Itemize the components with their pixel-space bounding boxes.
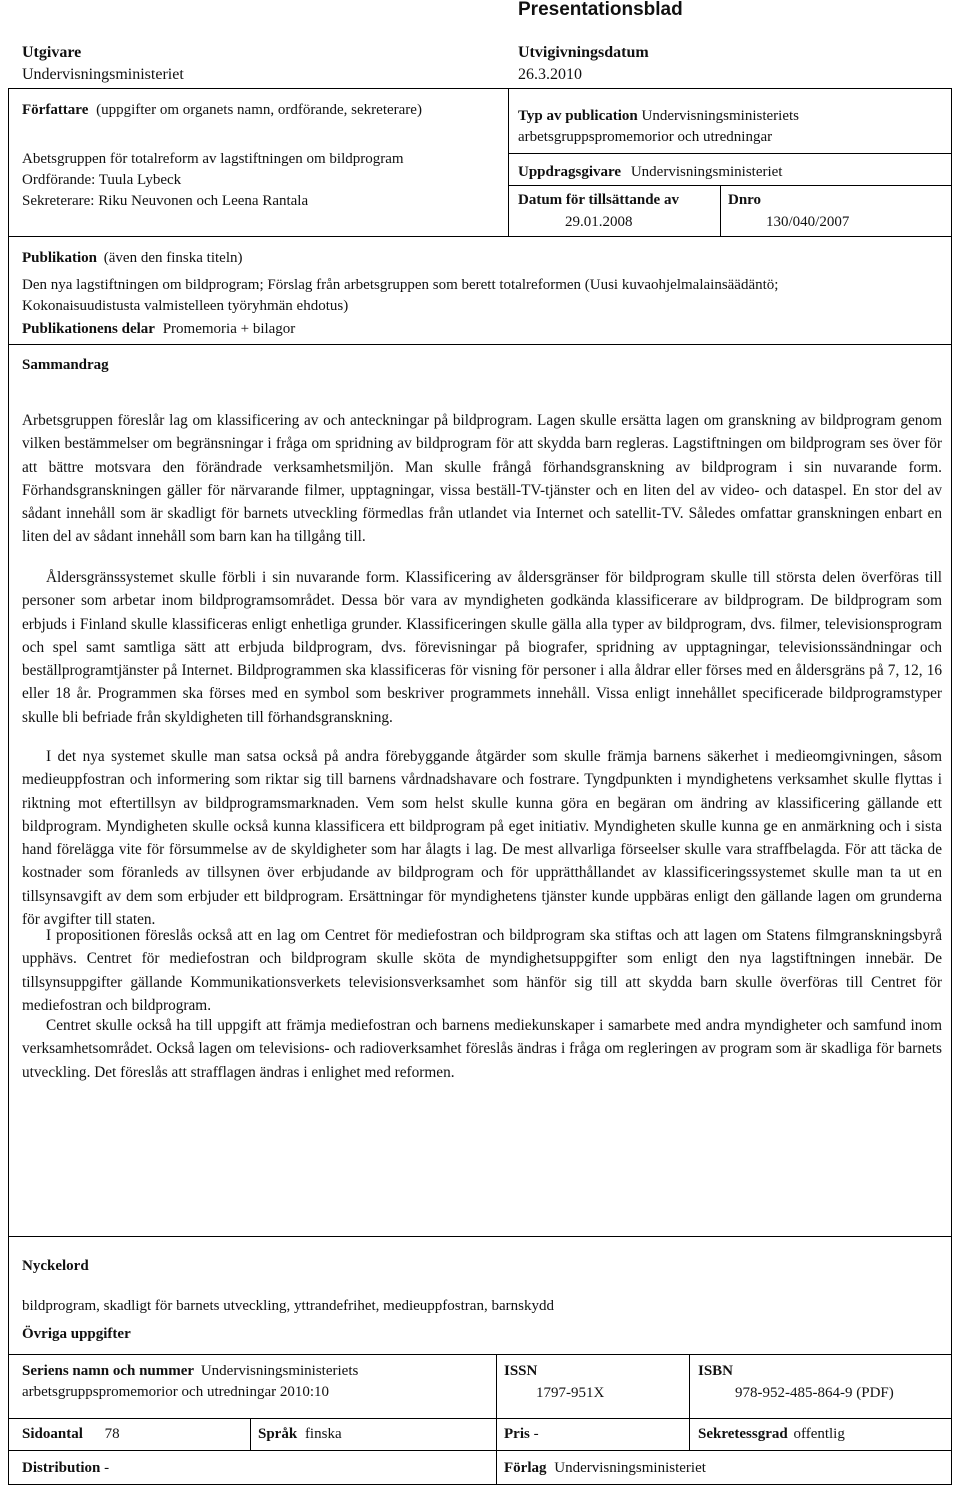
publisher-label: Utgivare bbox=[22, 44, 82, 61]
series bbox=[22, 1361, 358, 1403]
commissioner-value: Undervisningsministeriet bbox=[630, 164, 783, 180]
publisher-footer-value: Undervisningsministeriet bbox=[554, 1460, 706, 1476]
page-count-label: Sidoantal bbox=[22, 1426, 83, 1442]
bottom-border bbox=[8, 1484, 952, 1485]
language bbox=[258, 1424, 342, 1444]
price-value: - bbox=[533, 1426, 539, 1442]
isbn-label: ISBN bbox=[698, 1363, 734, 1379]
publication-title bbox=[22, 275, 947, 317]
right-divider-1 bbox=[508, 153, 952, 154]
publication-type-value-1: Undervisningsministeriets bbox=[641, 108, 800, 124]
publication-type bbox=[518, 106, 799, 148]
issn-isbn-divider bbox=[689, 1354, 690, 1418]
summary-label: Sammandrag bbox=[22, 357, 109, 373]
authors-group: Abetsgruppen för totalreform av lagstiftningen om bildprogram bbox=[22, 151, 404, 167]
publisher-footer-label: Förlag bbox=[504, 1460, 547, 1476]
pages-top-border bbox=[8, 1418, 952, 1419]
summary-paragraph-3: I det nya systemet skulle man satsa också på andra förebyggande åtgärder som skulle främja barnens säkerhet i medieomgivningen, såsom medieuppfostran och informering som riktar sig till barnens vårdnadshavare och fostrare. Tyngdpunkten i myndighetens verksamhet skulle flyttas i riktning mot eftertillsyn av bildprogramsmarknaden. Vem som helst skulle kunna göra en begäran om ändring av klassificering gällande ett bildprogram. Myndigheten skulle också kunna klassificera ett bildprogram på eget initiativ. Myndigheten skulle kunna ge en anmärkning och i sista hand förelägga vite för försummelse av de skyldigheter som har ålagts i lag. De mest allvarliga förseelser skulle vara straffbelagda. För att täcka de kostnader som föranleds av tillsynen över erbjudande av bildprogram och för upprätthållandet av klassificeringssystemet skulle man ta ut en tillsynsavgift av dem som erbjuder ett bildprogram. Ersättningar för myndighetens tjänster kunde uppbäras enligt den gällande lagen om grunderna för avgifter till staten. bbox=[22, 748, 942, 929]
dnro-divider bbox=[720, 185, 721, 236]
appointment-date-label: Datum för tillsättande av bbox=[518, 192, 679, 208]
publication-parts bbox=[22, 319, 295, 339]
publication-heading bbox=[22, 248, 242, 268]
section-divider-2 bbox=[8, 344, 952, 345]
commissioner-label: Uppdragsgivare bbox=[518, 164, 622, 180]
keywords-label: Nyckelord bbox=[22, 1258, 89, 1274]
price-secrecy-divider bbox=[689, 1418, 690, 1450]
dnro-value: 130/040/2007 bbox=[766, 214, 850, 230]
distribution-top-border bbox=[8, 1450, 952, 1451]
authors-label-note: (uppgifter om organets namn, ordförande, sekreterare) bbox=[96, 102, 422, 118]
language-price-divider bbox=[496, 1418, 497, 1484]
other-info-label: Övriga uppgifter bbox=[22, 1326, 131, 1342]
authors-heading bbox=[22, 100, 422, 120]
price-label: Pris bbox=[504, 1426, 530, 1442]
publisher-footer bbox=[504, 1458, 706, 1478]
frame-mid-divider bbox=[508, 88, 509, 236]
publication-title-line-1: Den nya lagstiftningen om bildprogram; Förslag från arbetsgruppen som berett totalreformen (Uusi kuvaohjelmalainsäädäntö; bbox=[22, 277, 779, 293]
authors-label: Författare bbox=[22, 102, 89, 118]
frame-right-border bbox=[951, 88, 952, 1236]
distribution bbox=[22, 1458, 109, 1478]
price bbox=[504, 1424, 539, 1444]
series-value-1: Undervisningsministeriets bbox=[200, 1363, 359, 1379]
frame-left-border bbox=[8, 88, 9, 1236]
secrecy-value: offentlig bbox=[793, 1426, 845, 1442]
series-top-border bbox=[8, 1354, 952, 1355]
bottom-right-border bbox=[951, 1236, 952, 1484]
keywords-top-border bbox=[8, 1236, 952, 1237]
header-divider bbox=[8, 88, 952, 89]
secrecy bbox=[698, 1424, 845, 1444]
authors-secretaries: Sekreterare: Riku Neuvonen och Leena Rantala bbox=[22, 193, 309, 209]
appointment-date-value: 29.01.2008 bbox=[565, 214, 633, 230]
issn-value: 1797-951X bbox=[536, 1385, 605, 1401]
release-date-value: 26.3.2010 bbox=[518, 66, 582, 83]
language-label: Språk bbox=[258, 1426, 298, 1442]
pages-language-divider bbox=[250, 1418, 251, 1450]
publisher-value: Undervisningsministeriet bbox=[22, 66, 184, 83]
summary-paragraph-2: Åldersgränssystemet skulle förbli i sin nuvarande form. Klassificering av åldersgränser för bildprogram skulle till största delen överföras till personer som arbetar inom bildprogramsområdet. Dessa bör vara av myndigheten godkända klassificerare av bildprogram. De bildprogram som erbjuds i Finland skulle klassificeras enligt enhetliga grunder. Klassificeringen skulle gälla alla typer av bildprogram, dvs. filmer, televisionsprogram och spel samt samtliga sätt att erbjuda bildprogram, dvs. förevisningar på biografer, spridning av upptagningar, televisionssändningar och beställprogramtjänster på Internet. Bildprogrammen ska klassificeras för visning för personer i alla åldrar eller förses med en åldersgräns på 7, 12, 16 eller 18 år. Programmen ska förses med en symbol som beskriver programmets innehåll. Vissa enligt innehållet specificerade bildprogramstyper skulle bli befriade från skyldigheten till förhandsgranskning. bbox=[22, 569, 942, 726]
publication-title-line-2: Kokonaisuudistusta valmistelleen työryhmän ehdotus) bbox=[22, 298, 349, 314]
page-count bbox=[22, 1424, 120, 1444]
dnro-label: Dnro bbox=[728, 192, 762, 208]
authors-list bbox=[22, 149, 404, 212]
summary-paragraph-1: Arbetsgruppen föreslår lag om klassificering av och anteckningar på bildprogram. Lagen skulle ersätta lagen om granskning av bildprogram genom vilken bestämmelser om begränsningar i fråga om spridning av bildprogram för att skydda barn regleras. Lagstiftningen om bildprogram ses över för att bättre motsvara den förändrade verksamhetsmiljön. Man skulle frångå förhandsgranskning av bildprogram i sin nuvarande form. Förhandsgranskningen gäller för närvarande filmer, upptagningar, vissa beställ-TV-tjänster och en liten del av video- och dataspel. En stor del av sådant innehåll som är skadligt för barnets utveckling förmedlas från utlandet via Internet och satellit-TV. Således omfattar granskningen enbart en liten del av sådant innehåll som barn kan ha tillgång till. bbox=[22, 412, 942, 546]
issn-label: ISSN bbox=[504, 1363, 538, 1379]
series-value-2: arbetsgruppspromemorior och utredningar 2010:10 bbox=[22, 1384, 330, 1400]
series-label: Seriens namn och nummer bbox=[22, 1363, 195, 1379]
release-date-label: Utvigivningsdatum bbox=[518, 44, 649, 61]
authors-chair: Ordförande: Tuula Lybeck bbox=[22, 172, 182, 188]
isbn-value: 978-952-485-864-9 (PDF) bbox=[735, 1385, 894, 1401]
publication-type-value-2: arbetsgruppspromemorior och utredningar bbox=[518, 129, 773, 145]
page-count-value: 78 bbox=[104, 1426, 120, 1442]
section-divider-1 bbox=[8, 236, 952, 237]
keywords-value: bildprogram, skadligt för barnets utveckling, yttrandefrihet, medieuppfostran, barnskydd bbox=[22, 1298, 554, 1314]
distribution-label: Distribution bbox=[22, 1460, 101, 1476]
page-title: Presentationsblad bbox=[518, 0, 683, 20]
right-divider-2 bbox=[508, 185, 952, 186]
publication-parts-value: Promemoria + bilagor bbox=[162, 321, 296, 337]
summary-paragraph-5: Centret skulle också ha till uppgift att främja mediefostran och barnens mediekunskaper i samarbete med andra myndigheter och samfund inom verksamhetsområdet. Också lagen om televisions- och radioverksamhet föreslås ändras i fråga om regleringen av program som är skadliga för barnets utveckling. Det föreslås att strafflagen ändras i enlighet med reformen. bbox=[22, 1017, 942, 1081]
publication-label-note: (även den finska titeln) bbox=[103, 250, 243, 266]
publication-parts-label: Publikationens delar bbox=[22, 321, 155, 337]
commissioner bbox=[518, 162, 782, 182]
distribution-value: - bbox=[104, 1460, 110, 1476]
series-issn-divider bbox=[496, 1354, 497, 1418]
summary-paragraph-4: I propositionen föreslås också att en lag om Centret för mediefostran och bildprogram ska stiftas och att lagen om Statens filmgranskningsbyrå upphävs. Centret för mediefostran och bildprogram skulle sköta de myndighetsuppgifter som enligt den nya lagstiftningen innebär. De tillsynsuppgifter gällande Kommunikationsverkets televisionsverksamhet som hänför sig till att skydda barn skulle överföras till Centret för mediefostran och bildprogram. bbox=[22, 927, 942, 1014]
bottom-left-border bbox=[8, 1236, 9, 1484]
language-value: finska bbox=[304, 1426, 342, 1442]
publication-type-label: Typ av publication bbox=[518, 108, 638, 124]
secrecy-label: Sekretessgrad bbox=[698, 1426, 788, 1442]
publication-label: Publikation bbox=[22, 250, 98, 266]
